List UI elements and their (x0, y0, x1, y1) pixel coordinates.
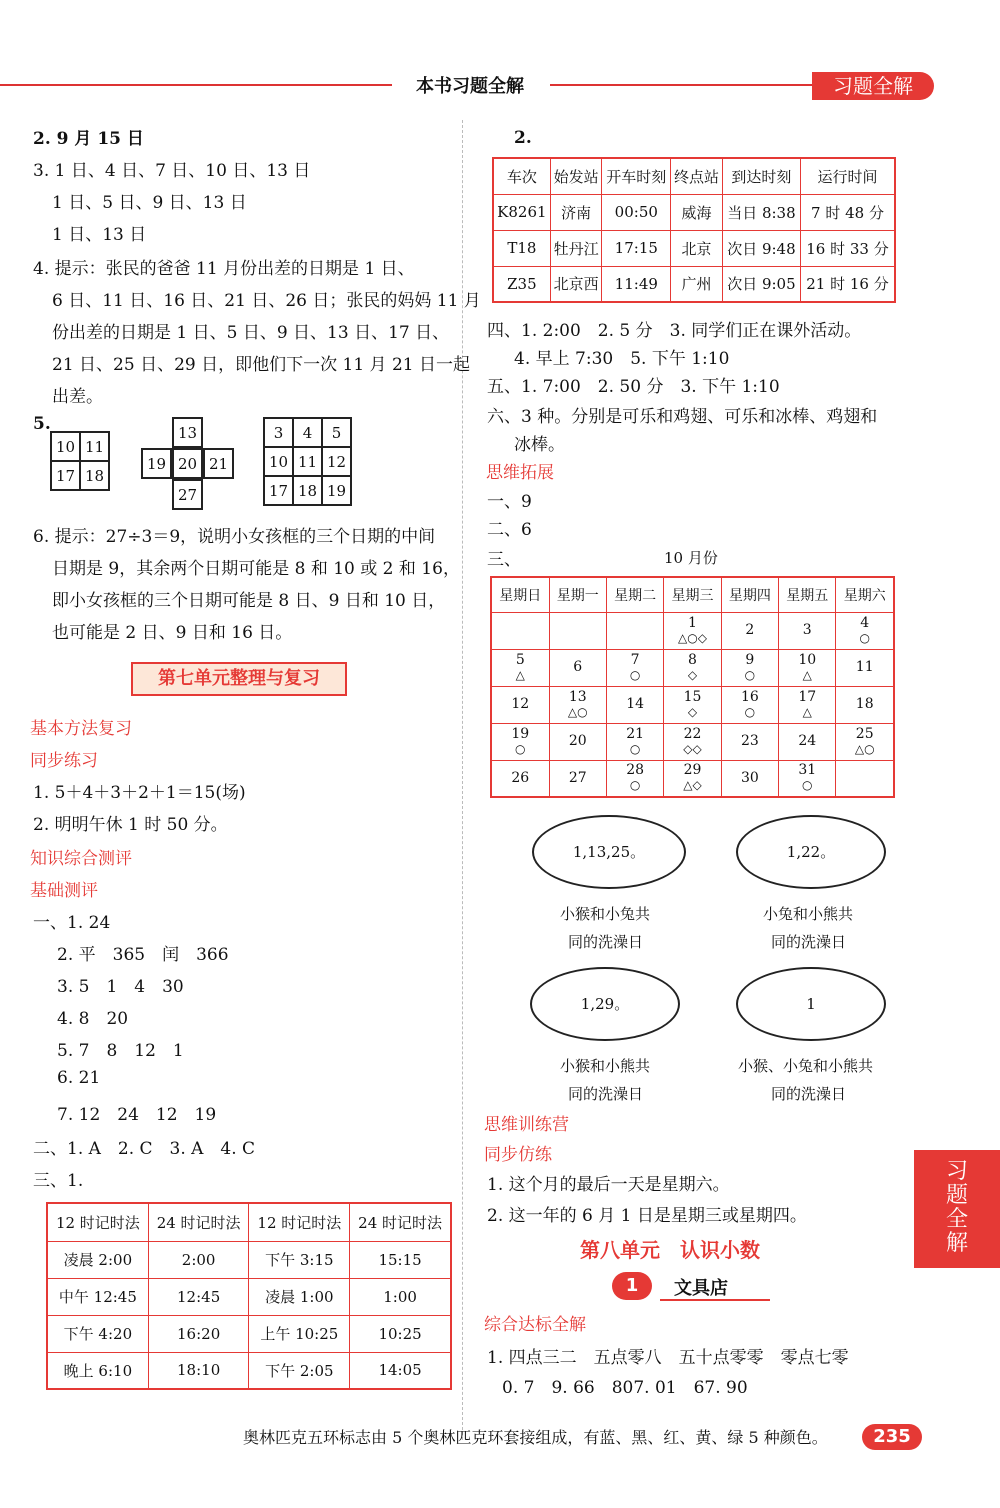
table-cell: 济南 (550, 194, 602, 230)
calendar-day-number: 31 (798, 762, 817, 779)
answer-line: 1 日、5 日、9 日、13 日 (52, 193, 247, 213)
answer-line: 1. 5＋4＋3＋2＋1＝15(场) (33, 783, 246, 803)
calendar-day-cell (836, 723, 894, 760)
answer-line: 1. 这个月的最后一天是星期六。 (487, 1175, 730, 1195)
table-cell: 14:05 (350, 1352, 451, 1389)
grid-cell: 17 (51, 461, 80, 490)
table-cell: 凌晨 1:00 (249, 1278, 350, 1315)
venn-ellipse: 1,13,25。 (532, 815, 686, 889)
grid-cell: 19 (322, 476, 351, 505)
table-cell: 1:00 (350, 1278, 451, 1315)
answer-line: 二、1. A 2. C 3. A 4. C (33, 1139, 256, 1159)
bath-day-marks: △ (802, 704, 812, 719)
table-cell: 凌晨 2:00 (47, 1241, 148, 1278)
calendar-week-row (491, 686, 894, 723)
calendar-day-number: 11 (855, 659, 874, 675)
bath-day-marks: ○ (629, 741, 641, 756)
answer-line: 3. 5 1 4 30 (57, 977, 184, 997)
question-number: 2. (514, 128, 532, 148)
answer-line: 一、1. 24 (33, 913, 111, 933)
calendar-day-number: 12 (511, 696, 530, 712)
ellipse-caption: 同的洗澡日 (568, 1085, 644, 1103)
lesson-title: 文具店 (674, 1278, 728, 1299)
bath-day-marks: ○ (744, 667, 756, 682)
calendar-weekday: 星期四 (721, 577, 778, 612)
grid-cell: 18 (80, 461, 109, 490)
ellipse-caption: 同的洗澡日 (771, 1085, 847, 1103)
answer-line: 4. 8 20 (57, 1009, 129, 1029)
calendar-day-cell (491, 612, 549, 649)
page-header-title: 本书习题全解 (416, 76, 524, 97)
calendar-day-cell (664, 649, 721, 686)
grid-cell: 21 (203, 448, 234, 479)
calendar-day-cell (664, 760, 721, 797)
answer-line: 2. 这一年的 6 月 1 日是星期三或星期四。 (487, 1206, 807, 1226)
answer-line: 6. 21 (57, 1068, 101, 1088)
answer-line: 1. 四点三二 五点零八 五十点零零 零点七零 (487, 1348, 849, 1368)
calendar-week-row (491, 612, 894, 649)
answer-line: 3. 1 日、4 日、7 日、10 日、13 日 (33, 161, 311, 181)
table-cell: 12:45 (148, 1278, 249, 1315)
time-table (46, 1202, 452, 1390)
answer-line: 出差。 (52, 387, 103, 407)
bath-day-marks: △◇ (683, 778, 702, 793)
calendar-day-number: 23 (740, 733, 759, 749)
grid-cell: 12 (322, 447, 351, 476)
calendar-day-number: 8 (688, 651, 697, 668)
bath-day-marks: ○ (744, 704, 756, 719)
table-cell: 威海 (671, 194, 723, 230)
answer-line: 1 日、13 日 (52, 225, 147, 245)
answer-line: 6. 提示：27÷3＝9，说明小女孩框的三个日期的中间 (33, 527, 436, 547)
ellipse-caption: 小兔和小熊共 (763, 905, 854, 923)
table-cell: 晚上 6:10 (47, 1352, 148, 1389)
question-number: 5. (33, 414, 51, 434)
calendar-day-cell (606, 760, 663, 797)
answer-line: 一、9 (487, 492, 532, 512)
answer-line: 日期是 9，其余两个日期可能是 8 和 10 或 2 和 16， (52, 559, 460, 579)
table-header: 12 时记时法 (47, 1203, 148, 1241)
calendar-day-number: 13 (568, 688, 587, 705)
calendar-day-cell (721, 649, 778, 686)
table-header: 运行时间 (800, 158, 895, 194)
answer-line: 二、6 (487, 520, 532, 540)
calendar-month: 10 月份 (664, 549, 718, 567)
table-cell: 18:10 (148, 1352, 249, 1389)
table-row (493, 266, 895, 302)
calendar-day-number: 15 (683, 688, 702, 705)
calendar-day-number: 9 (745, 651, 755, 668)
bath-day-marks: △○ (567, 704, 588, 719)
calendar-day-number: 4 (860, 614, 870, 631)
calendar-day-number: 30 (740, 769, 759, 786)
answer-line: 六、3 种。分别是可乐和鸡翅、可乐和冰棒、鸡翅和 (487, 407, 878, 427)
table-cell: 次日 9:48 (722, 230, 800, 266)
calendar-weekday: 星期日 (491, 577, 549, 612)
calendar-day-number: 14 (626, 696, 645, 712)
table-cell: 10:25 (350, 1315, 451, 1352)
table-header: 终点站 (671, 158, 723, 194)
table-row (47, 1352, 451, 1389)
section-heading: 同步练习 (30, 751, 98, 771)
table-cell: 21 时 16 分 (800, 266, 895, 302)
answer-line: 也可能是 2 日、9 日和 16 日。 (52, 623, 293, 643)
table-row (493, 230, 895, 266)
answer-line: 4. 提示：张民的爸爸 11 月份出差的日期是 1 日、 (33, 259, 415, 279)
bath-day-marks: ○ (801, 778, 813, 793)
calendar-day-cell (779, 686, 836, 723)
table-cell: 北京 (671, 230, 723, 266)
calendar-day-cell (606, 723, 663, 760)
calendar-day-cell (549, 612, 606, 649)
table-cell: 次日 9:05 (722, 266, 800, 302)
calendar-day-number: 29 (683, 762, 702, 779)
calendar-day-number: 6 (573, 659, 583, 675)
calendar-day-cell (549, 649, 606, 686)
calendar-week-row (491, 760, 894, 797)
table-cell: 00:50 (602, 194, 671, 230)
answer-line: 7. 12 24 12 19 (57, 1105, 217, 1125)
answer-line: 四、1. 2:00 2. 5 分 3. 同学们正在课外活动。 (487, 321, 862, 341)
venn-ellipse: 1,29。 (530, 967, 680, 1041)
header-rule-right (550, 84, 812, 86)
calendar-day-cell (606, 612, 663, 649)
header-rule-left (0, 84, 392, 86)
calendar-day-number: 27 (568, 769, 587, 786)
calendar-day-number: 16 (740, 688, 759, 705)
ellipse-caption: 同的洗澡日 (771, 933, 847, 951)
calendar-day-number: 18 (855, 696, 874, 712)
answer-line: 5. 7 8 12 1 (57, 1041, 184, 1061)
bath-day-marks: ◇◇ (683, 741, 702, 756)
side-tab-label: 习题全解 (946, 1159, 969, 1256)
calendar-day-cell (606, 649, 663, 686)
section-heading: 同步仿练 (484, 1145, 552, 1165)
bath-day-marks: ○ (629, 667, 641, 682)
answer-line: 2. 9 月 15 日 (33, 129, 144, 149)
calendar-day-cell (664, 723, 721, 760)
calendar-day-cell (779, 723, 836, 760)
bath-day-marks: △ (802, 667, 812, 682)
grid-cell: 10 (51, 432, 80, 461)
table-row (493, 194, 895, 230)
table-cell: 下午 3:15 (249, 1241, 350, 1278)
calendar-day-number: 25 (855, 725, 874, 742)
calendar-day-number: 17 (798, 688, 817, 705)
ellipse-caption: 小猴和小兔共 (560, 905, 651, 923)
table-row (47, 1241, 451, 1278)
calendar-day-cell (779, 612, 836, 649)
table-cell: Z35 (493, 266, 550, 302)
table-cell: 16:20 (148, 1315, 249, 1352)
calendar-day-cell (721, 686, 778, 723)
grid-cell: 20 (172, 448, 203, 479)
calendar-day-number: 10 (798, 651, 817, 668)
calendar-week-row (491, 723, 894, 760)
table-header: 12 时记时法 (249, 1203, 350, 1241)
date-grid-3 (263, 417, 352, 506)
calendar-day-cell (836, 760, 894, 797)
calendar-day-number: 7 (630, 651, 640, 668)
table-row (47, 1278, 451, 1315)
calendar-day-cell (721, 723, 778, 760)
answer-line: 冰棒。 (514, 435, 565, 455)
grid-cell: 11 (293, 447, 322, 476)
calendar-weekday: 星期六 (836, 577, 894, 612)
table-cell: 北京西 (550, 266, 602, 302)
table-header: 24 时记时法 (350, 1203, 451, 1241)
answer-line: 三、1. (33, 1171, 84, 1191)
calendar-day-cell (549, 723, 606, 760)
lesson-underline (660, 1299, 770, 1301)
calendar-day-cell (721, 760, 778, 797)
lesson-number-badge: 1 (612, 1272, 652, 1300)
table-cell: 17:15 (602, 230, 671, 266)
date-grid-2 (141, 417, 234, 510)
calendar-day-cell (664, 686, 721, 723)
calendar-day-number: 24 (798, 733, 817, 749)
ellipse-caption: 同的洗澡日 (568, 933, 644, 951)
calendar-weekday: 星期五 (779, 577, 836, 612)
calendar-day-number: 3 (802, 622, 812, 638)
bath-day-marks: ○ (515, 741, 526, 756)
table-cell: 上午 10:25 (249, 1315, 350, 1352)
column-divider (462, 120, 463, 1440)
section-heading: 基础测评 (30, 881, 98, 901)
table-header: 开车时刻 (602, 158, 671, 194)
section-heading: 基本方法复习 (30, 719, 132, 739)
page-number: 235 (862, 1424, 922, 1450)
calendar-day-cell (779, 760, 836, 797)
header-badge: 习题全解 (812, 72, 934, 100)
calendar-weekday: 星期一 (549, 577, 606, 612)
section-heading: 思维拓展 (486, 463, 554, 483)
grid-cell: 18 (293, 476, 322, 505)
date-grid-1 (50, 431, 110, 491)
table-cell: 2:00 (148, 1241, 249, 1278)
venn-ellipse: 1,22。 (736, 815, 886, 889)
calendar-day-number: 26 (511, 769, 530, 786)
answer-line: 三、 (487, 550, 521, 570)
bath-day-marks: △○ (854, 741, 875, 756)
calendar-day-number: 5 (515, 651, 525, 668)
table-cell: 15:15 (350, 1241, 451, 1278)
calendar-day-cell (491, 760, 549, 797)
ellipse-caption: 小猴和小熊共 (560, 1057, 651, 1075)
bath-day-marks: ◇ (687, 667, 698, 682)
table-header: 24 时记时法 (148, 1203, 249, 1241)
answer-line: 4. 早上 7:30 5. 下午 1:10 (514, 349, 730, 369)
grid-cell: 19 (141, 448, 172, 479)
answer-line: 6 日、11 日、16 日、21 日、26 日；张民的妈妈 11 月 (52, 291, 481, 311)
bath-day-marks: ○ (629, 778, 641, 793)
table-header: 到达时刻 (722, 158, 800, 194)
answer-line: 份出差的日期是 1 日、5 日、9 日、13 日、17 日、 (52, 323, 450, 343)
calendar-day-number: 28 (626, 762, 645, 779)
answer-line: 0. 7 9. 66 807. 01 67. 90 (502, 1378, 748, 1398)
footer-note: 奥林匹克五环标志由 5 个奥林匹克环套接组成，有蓝、黑、红、黄、绿 5 种颜色。 (243, 1428, 828, 1447)
calendar-weekday: 星期二 (606, 577, 663, 612)
calendar-day-cell (836, 649, 894, 686)
grid-cell: 17 (264, 476, 293, 505)
bath-day-marks: △ (515, 667, 525, 682)
section-heading: 思维训练营 (484, 1115, 569, 1135)
calendar-day-cell (836, 612, 894, 649)
calendar-day-number: 2 (745, 622, 755, 638)
grid-cell: 11 (80, 432, 109, 461)
table-cell: 下午 2:05 (249, 1352, 350, 1389)
table-cell: T18 (493, 230, 550, 266)
calendar-day-cell (549, 760, 606, 797)
grid-cell: 10 (264, 447, 293, 476)
calendar-day-cell (779, 649, 836, 686)
grid-cell: 4 (293, 418, 322, 447)
calendar-day-cell (836, 686, 894, 723)
calendar-day-cell (491, 723, 549, 760)
grid-cell: 27 (172, 479, 203, 510)
october-calendar (490, 576, 895, 798)
calendar-day-cell (721, 612, 778, 649)
table-cell: 当日 8:38 (722, 194, 800, 230)
table-cell: 7 时 48 分 (800, 194, 895, 230)
calendar-day-cell (491, 649, 549, 686)
answer-line: 21 日、25 日、29 日，即他们下一次 11 月 21 日一起 (52, 355, 470, 375)
table-cell: 中午 12:45 (47, 1278, 148, 1315)
table-row (47, 1315, 451, 1352)
grid-cell: 5 (322, 418, 351, 447)
bath-day-marks: ○ (859, 630, 870, 645)
calendar-day-cell (664, 612, 721, 649)
calendar-day-number: 1 (688, 614, 697, 631)
venn-ellipse: 1 (736, 967, 886, 1041)
grid-cell: 3 (264, 418, 293, 447)
calendar-day-number: 19 (511, 725, 530, 742)
unit-heading: 第八单元 认识小数 (580, 1238, 760, 1262)
answer-line: 五、1. 7:00 2. 50 分 3. 下午 1:10 (487, 377, 780, 397)
section-heading: 知识综合测评 (30, 849, 132, 869)
ellipse-caption: 小猴、小兔和小熊共 (738, 1057, 874, 1075)
grid-cell: 13 (172, 417, 203, 448)
calendar-day-cell (491, 686, 549, 723)
bath-day-marks: ◇ (687, 704, 698, 719)
table-cell: 牡丹江 (550, 230, 602, 266)
table-header: 车次 (493, 158, 550, 194)
calendar-day-number: 21 (626, 725, 645, 742)
unit-title: 第七单元整理与复习 (131, 662, 347, 696)
train-table (492, 157, 896, 303)
table-cell: K8261 (493, 194, 550, 230)
calendar-day-cell (549, 686, 606, 723)
answer-line: 2. 明明午休 1 时 50 分。 (33, 815, 228, 835)
table-header: 始发站 (550, 158, 602, 194)
section-heading: 综合达标全解 (484, 1315, 586, 1335)
bath-day-marks: △○◇ (678, 630, 707, 645)
answer-line: 即小女孩框的三个日期可能是 8 日、9 日和 10 日， (52, 591, 446, 611)
table-cell: 16 时 33 分 (800, 230, 895, 266)
calendar-day-cell (606, 686, 663, 723)
answer-line: 2. 平 365 闰 366 (57, 945, 229, 965)
table-cell: 下午 4:20 (47, 1315, 148, 1352)
calendar-week-row (491, 649, 894, 686)
calendar-day-number: 20 (568, 733, 587, 749)
calendar-day-number: 22 (683, 725, 702, 742)
table-cell: 广州 (671, 266, 723, 302)
side-tab (914, 1150, 1000, 1268)
table-cell: 11:49 (602, 266, 671, 302)
calendar-weekday: 星期三 (664, 577, 721, 612)
